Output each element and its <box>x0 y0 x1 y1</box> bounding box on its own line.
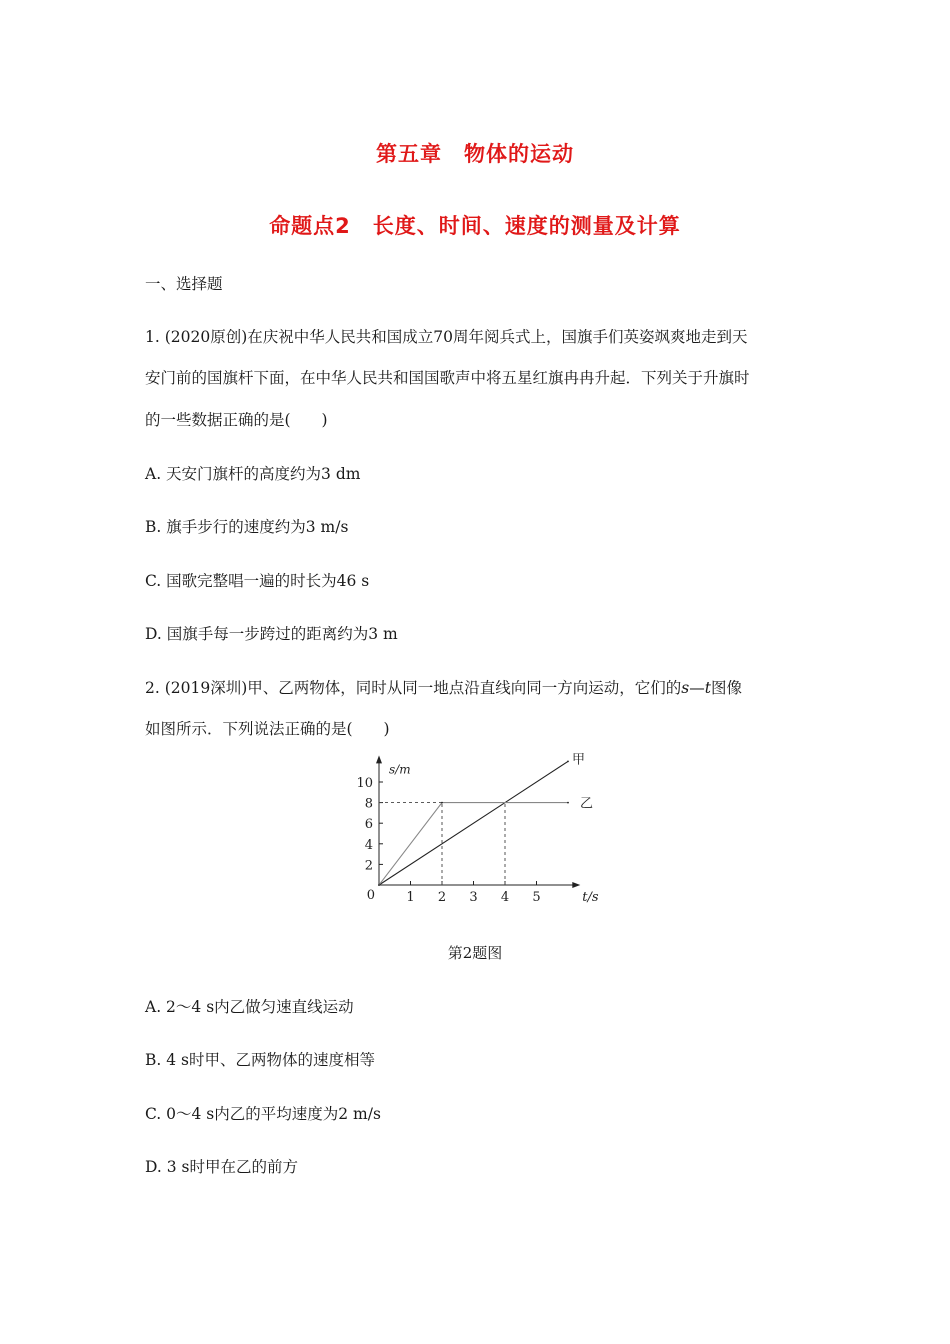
x-tick-label: 1 <box>406 890 415 905</box>
origin-label: 0 <box>366 888 375 903</box>
x-tick-label: 5 <box>532 890 541 905</box>
series-line-yi <box>379 803 568 885</box>
section-title: 命题点2 长度、时间、速度的测量及计算 <box>269 214 681 238</box>
figure-caption: 第2题图 <box>447 944 503 962</box>
q1-stem-line1: 1. (2020原创)在庆祝中华人民共和国成立70周年阅兵式上，国旗手们英姿飒爽地走到天 <box>145 328 748 346</box>
q2-stem-t: t <box>704 679 711 697</box>
q2-option-a: A. 2～4 s内乙做匀速直线运动 <box>145 998 354 1016</box>
x-axis-label: t/s <box>582 890 599 905</box>
series-label: 甲 <box>572 752 586 768</box>
q2-stem-dash: — <box>689 679 705 697</box>
y-tick-label: 8 <box>364 796 373 812</box>
y-tick-label: 4 <box>364 837 373 853</box>
x-tick-label: 4 <box>500 890 510 905</box>
data-point <box>441 802 443 804</box>
data-point <box>567 802 569 804</box>
q2-option-c: C. 0～4 s内乙的平均速度为2 m/s <box>145 1105 381 1123</box>
series-line-jia <box>379 761 568 885</box>
q2-stem-line2: 如图所示．下列说法正确的是( ) <box>145 720 390 738</box>
x-tick-label: 2 <box>437 890 447 905</box>
series-label: 乙 <box>580 796 594 812</box>
s-t-graph <box>355 752 605 910</box>
q2-option-b: B. 4 s时甲、乙两物体的速度相等 <box>145 1051 375 1069</box>
q2-stem-line1 <box>145 676 742 698</box>
y-tick-label: 6 <box>364 817 373 833</box>
q1-option-a: A. 天安门旗杆的高度约为3 dm <box>145 465 361 483</box>
q1-stem-line2: 安门前的国旗杆下面，在中华人民共和国国歌声中将五星红旗冉冉升起．下列关于升旗时 <box>145 369 750 387</box>
x-axis-arrow <box>572 882 580 888</box>
x-tick-label: 3 <box>469 890 478 905</box>
y-axis-label: s/m <box>389 762 411 777</box>
y-axis-arrow <box>376 755 382 763</box>
y-tick-label: 2 <box>364 858 373 874</box>
y-tick-label: 10 <box>356 776 373 791</box>
q1-stem-line3: 的一些数据正确的是( ) <box>145 411 328 429</box>
q2-stem-text-b: 图像 <box>710 679 742 697</box>
q1-option-d: D. 国旗手每一步跨过的距离约为3 m <box>145 625 398 643</box>
part-heading: 一、选择题 <box>145 275 223 293</box>
data-point <box>378 884 380 886</box>
q2-stem-text-a: 2. (2019深圳)甲、乙两物体，同时从同一地点沿直线向同一方向运动，它们的 <box>145 679 682 697</box>
q2-option-d: D. 3 s时甲在乙的前方 <box>145 1158 298 1176</box>
data-point <box>567 761 569 763</box>
q1-option-c: C. 国歌完整唱一遍的时长为46 s <box>145 572 370 590</box>
q2-stem-s: s <box>681 679 690 697</box>
chapter-title: 第五章 物体的运动 <box>376 142 574 166</box>
q1-option-b: B. 旗手步行的速度约为3 m/s <box>145 518 349 536</box>
